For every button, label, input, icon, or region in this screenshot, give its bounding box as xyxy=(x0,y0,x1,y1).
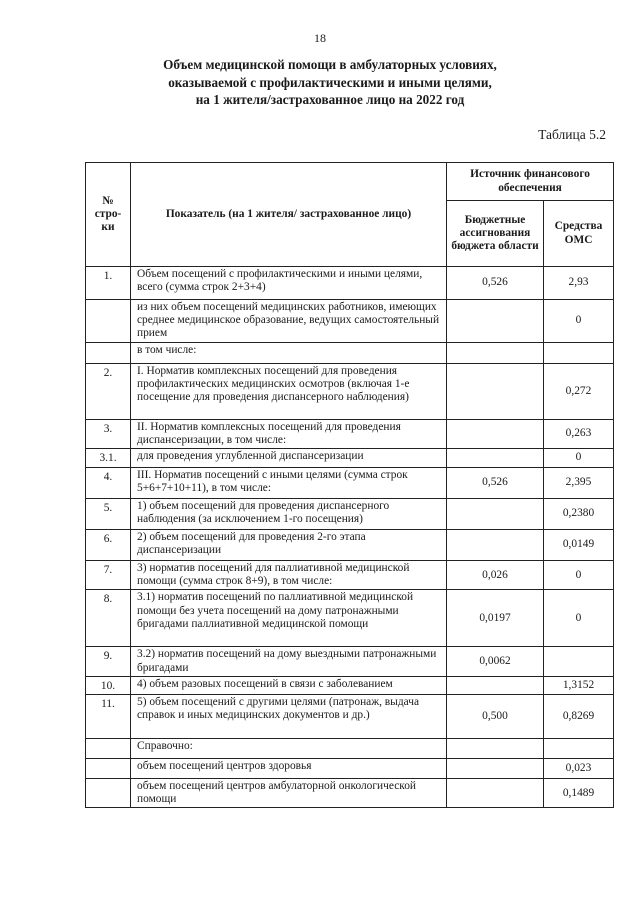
row-oms-value: 0,023 xyxy=(544,759,614,779)
table-row xyxy=(86,530,614,561)
row-indicator: 1) объем посещений для проведения диспансерного наблюдения (за исключением 1-го посещения) xyxy=(131,499,447,530)
row-indicator: 4) объем разовых посещений в связи с заболеванием xyxy=(131,676,447,694)
row-oms-value: 0 xyxy=(544,590,614,647)
row-oms-value: 0,8269 xyxy=(544,695,614,739)
row-oms-value: 2,395 xyxy=(544,468,614,499)
row-number: 3.1. xyxy=(86,449,131,468)
row-indicator: 5) объем посещений с другими целями (патронаж, выдача справок и иных медицинских документов и др.) xyxy=(131,695,447,739)
row-budget-value: 0,026 xyxy=(447,561,544,590)
table-row xyxy=(86,342,614,363)
row-budget-value xyxy=(447,530,544,561)
row-oms-value: 1,3152 xyxy=(544,676,614,694)
table-row xyxy=(86,676,614,694)
table-row xyxy=(86,739,614,759)
row-number xyxy=(86,759,131,779)
row-number: 8. xyxy=(86,590,131,647)
row-budget-value xyxy=(447,779,544,808)
row-budget-value: 0,0062 xyxy=(447,647,544,676)
row-number: 1. xyxy=(86,267,131,300)
header-row-number: № стро-ки xyxy=(86,163,131,267)
row-budget-value xyxy=(447,676,544,694)
row-indicator: 3.1) норматив посещений по паллиативной медицинской помощи без учета посещений на дому патронажными бригадами паллиативной медицинской помощи xyxy=(131,590,447,647)
row-oms-value: 0,2380 xyxy=(544,499,614,530)
row-number: 2. xyxy=(86,363,131,419)
row-budget-value xyxy=(447,363,544,419)
row-indicator: объем посещений центров здоровья xyxy=(131,759,447,779)
table-row xyxy=(86,363,614,419)
row-number xyxy=(86,342,131,363)
row-oms-value: 0 xyxy=(544,449,614,468)
row-indicator: III. Норматив посещений с иными целями (сумма строк 5+6+7+10+11), в том числе: xyxy=(131,468,447,499)
table-row xyxy=(86,590,614,647)
table-row xyxy=(86,759,614,779)
row-number: 6. xyxy=(86,530,131,561)
row-oms-value xyxy=(544,739,614,759)
row-oms-value: 0,0149 xyxy=(544,530,614,561)
row-budget-value: 0,500 xyxy=(447,695,544,739)
table-row xyxy=(86,499,614,530)
row-budget-value: 0,526 xyxy=(447,267,544,300)
page-title xyxy=(100,56,560,109)
table-row xyxy=(86,779,614,808)
row-oms-value: 0,272 xyxy=(544,363,614,419)
row-indicator: II. Норматив комплексных посещений для проведения диспансеризации, в том числе: xyxy=(131,419,447,448)
table-row xyxy=(86,647,614,676)
header-indicator: Показатель (на 1 жителя/ застрахованное лицо) xyxy=(131,163,447,267)
header-funding-source: Источник финансового обеспечения xyxy=(447,163,614,201)
row-budget-value xyxy=(447,300,544,343)
row-number: 5. xyxy=(86,499,131,530)
row-budget-value: 0,0197 xyxy=(447,590,544,647)
table-row xyxy=(86,468,614,499)
table-row xyxy=(86,449,614,468)
row-budget-value xyxy=(447,449,544,468)
row-number xyxy=(86,739,131,759)
row-oms-value xyxy=(544,342,614,363)
row-indicator: для проведения углубленной диспансеризации xyxy=(131,449,447,468)
table-row xyxy=(86,267,614,300)
table-row xyxy=(86,695,614,739)
row-number: 9. xyxy=(86,647,131,676)
row-indicator: Справочно: xyxy=(131,739,447,759)
page-number: 18 xyxy=(314,31,326,45)
title-line-3: на 1 жителя/застрахованное лицо на 2022 год xyxy=(195,92,465,107)
row-oms-value: 0 xyxy=(544,561,614,590)
row-indicator: 2) объем посещений для проведения 2-го этапа диспансеризации xyxy=(131,530,447,561)
row-number: 11. xyxy=(86,695,131,739)
row-budget-value xyxy=(447,759,544,779)
row-indicator: объем посещений центров амбулаторной онкологической помощи xyxy=(131,779,447,808)
table-label: Таблица 5.2 xyxy=(538,127,606,142)
row-oms-value: 2,93 xyxy=(544,267,614,300)
row-oms-value: 0 xyxy=(544,300,614,343)
header-budget: Бюджетные ассигнования бюджета области xyxy=(447,201,544,267)
row-number: 4. xyxy=(86,468,131,499)
row-number: 3. xyxy=(86,419,131,448)
volume-table xyxy=(85,162,614,808)
row-budget-value xyxy=(447,739,544,759)
row-budget-value xyxy=(447,499,544,530)
row-indicator: 3.2) норматив посещений на дому выездными патронажными бригадами xyxy=(131,647,447,676)
title-line-1: Объем медицинской помощи в амбулаторных условиях, xyxy=(163,57,497,72)
row-oms-value xyxy=(544,647,614,676)
row-indicator: 3) норматив посещений для паллиативной медицинской помощи (сумма строк 8+9), в том числе: xyxy=(131,561,447,590)
row-indicator: в том числе: xyxy=(131,342,447,363)
table-row xyxy=(86,561,614,590)
row-number: 10. xyxy=(86,676,131,694)
row-budget-value xyxy=(447,342,544,363)
row-number xyxy=(86,779,131,808)
row-oms-value: 0,263 xyxy=(544,419,614,448)
row-budget-value xyxy=(447,419,544,448)
table-row xyxy=(86,419,614,448)
row-indicator: Объем посещений с профилактическими и иными целями, всего (сумма строк 2+3+4) xyxy=(131,267,447,300)
row-number xyxy=(86,300,131,343)
row-oms-value: 0,1489 xyxy=(544,779,614,808)
title-line-2: оказываемой с профилактическими и иными целями, xyxy=(168,74,492,90)
table-row xyxy=(86,300,614,343)
header-oms: Средства ОМС xyxy=(544,201,614,267)
row-number: 7. xyxy=(86,561,131,590)
row-indicator: I. Норматив комплексных посещений для проведения профилактических медицинских осмотров (включая 1-е посещение для проведения диспансерного наблюдения) xyxy=(131,363,447,419)
row-indicator: из них объем посещений медицинских работников, имеющих среднее медицинское образование, ведущих самостоятельный прием xyxy=(131,300,447,343)
row-budget-value: 0,526 xyxy=(447,468,544,499)
